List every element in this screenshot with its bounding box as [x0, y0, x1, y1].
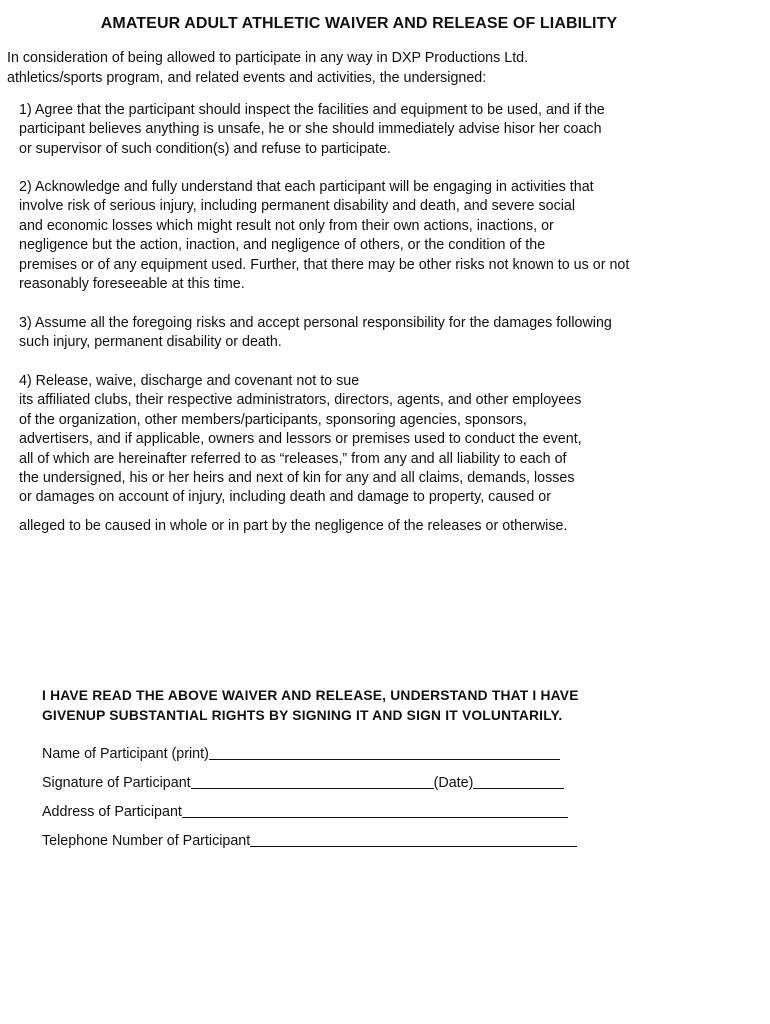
clause-line: its affiliated clubs, their respective administrators, directors, agents, and other employees — [19, 392, 582, 409]
clause-line: and economic losses which might result not only from their own actions, inactions, or — [19, 217, 554, 234]
clause-line: or damages on account of injury, including death and damage to property, caused or — [19, 489, 551, 506]
clause-line: 3) Assume all the foregoing risks and accept personal responsibility for the damages following — [19, 315, 612, 331]
clause-4 — [19, 372, 582, 508]
clause-2 — [19, 178, 629, 294]
acknowledgement — [42, 686, 579, 726]
telephone-field-blank[interactable] — [250, 832, 577, 847]
clause-line: participant believes anything is unsafe, he or she should immediately advise hisor her coach — [19, 121, 602, 138]
intro-line: athletics/sports program, and related events and activities, the undersigned: — [7, 69, 487, 86]
document-title: AMATEUR ADULT ATHLETIC WAIVER AND RELEASE OF LIABILITY — [100, 15, 618, 32]
acknowledgement-line: I HAVE READ THE ABOVE WAIVER AND RELEASE, UNDERSTAND THAT I HAVE — [42, 688, 579, 703]
clause-line: 1) Agree that the participant should inspect the facilities and equipment to be used, and if the — [19, 102, 605, 118]
acknowledgement-line: GIVENUP SUBSTANTIAL RIGHTS BY SIGNING IT AND SIGN IT VOLUNTARILY. — [42, 708, 563, 723]
clause-line: premises or of any equipment used. Further, that there may be other risks not known to us or not — [19, 256, 630, 273]
address-field — [42, 803, 568, 820]
clause-line: or supervisor of such condition(s) and refuse to participate. — [19, 140, 391, 157]
telephone-field — [42, 832, 577, 849]
clause-line: 2) Acknowledge and fully understand that each participant will be engaging in activities that — [19, 179, 594, 195]
clause-line: reasonably foreseeable at this time. — [19, 276, 245, 293]
name-field-blank[interactable] — [209, 745, 560, 760]
name-field-label: Name of Participant (print) — [42, 746, 209, 762]
clause-1 — [19, 101, 605, 159]
signature-field — [42, 774, 564, 791]
clause-line: 4) Release, waive, discharge and covenant not to sue — [19, 373, 360, 389]
signature-field-label: Signature of Participant — [42, 775, 191, 791]
clause-line: negligence but the action, inaction, and negligence of others, or the condition of the — [19, 237, 546, 254]
clause-line: such injury, permanent disability or death. — [19, 334, 282, 351]
address-field-blank[interactable] — [182, 803, 568, 818]
date-field-blank[interactable] — [473, 774, 564, 789]
address-field-label: Address of Participant — [42, 804, 182, 820]
clause-line: advertisers, and if applicable, owners and lessors or premises used to conduct the event, — [19, 431, 582, 448]
telephone-field-label: Telephone Number of Participant — [42, 833, 251, 849]
intro-paragraph — [7, 49, 528, 88]
clause-line: the undersigned, his or her heirs and next of kin for any and all claims, demands, losses — [19, 470, 575, 487]
signature-field-blank[interactable] — [191, 774, 434, 789]
clause-line: involve risk of serious injury, including permanent disability and death, and severe social — [19, 198, 576, 215]
date-field-label: (Date) — [433, 775, 474, 791]
clause-line: all of which are hereinafter referred to as “releases,” from any and all liability to each of — [19, 450, 567, 467]
clause-3 — [19, 314, 612, 353]
name-field — [42, 745, 560, 762]
clause-4-last-line: alleged to be caused in whole or in part by the negligence of the releases or otherwise. — [19, 518, 568, 534]
clause-line: of the organization, other members/participants, sponsoring agencies, sponsors, — [19, 411, 527, 428]
intro-line: In consideration of being allowed to participate in any way in DXP Productions Ltd. — [7, 50, 529, 66]
